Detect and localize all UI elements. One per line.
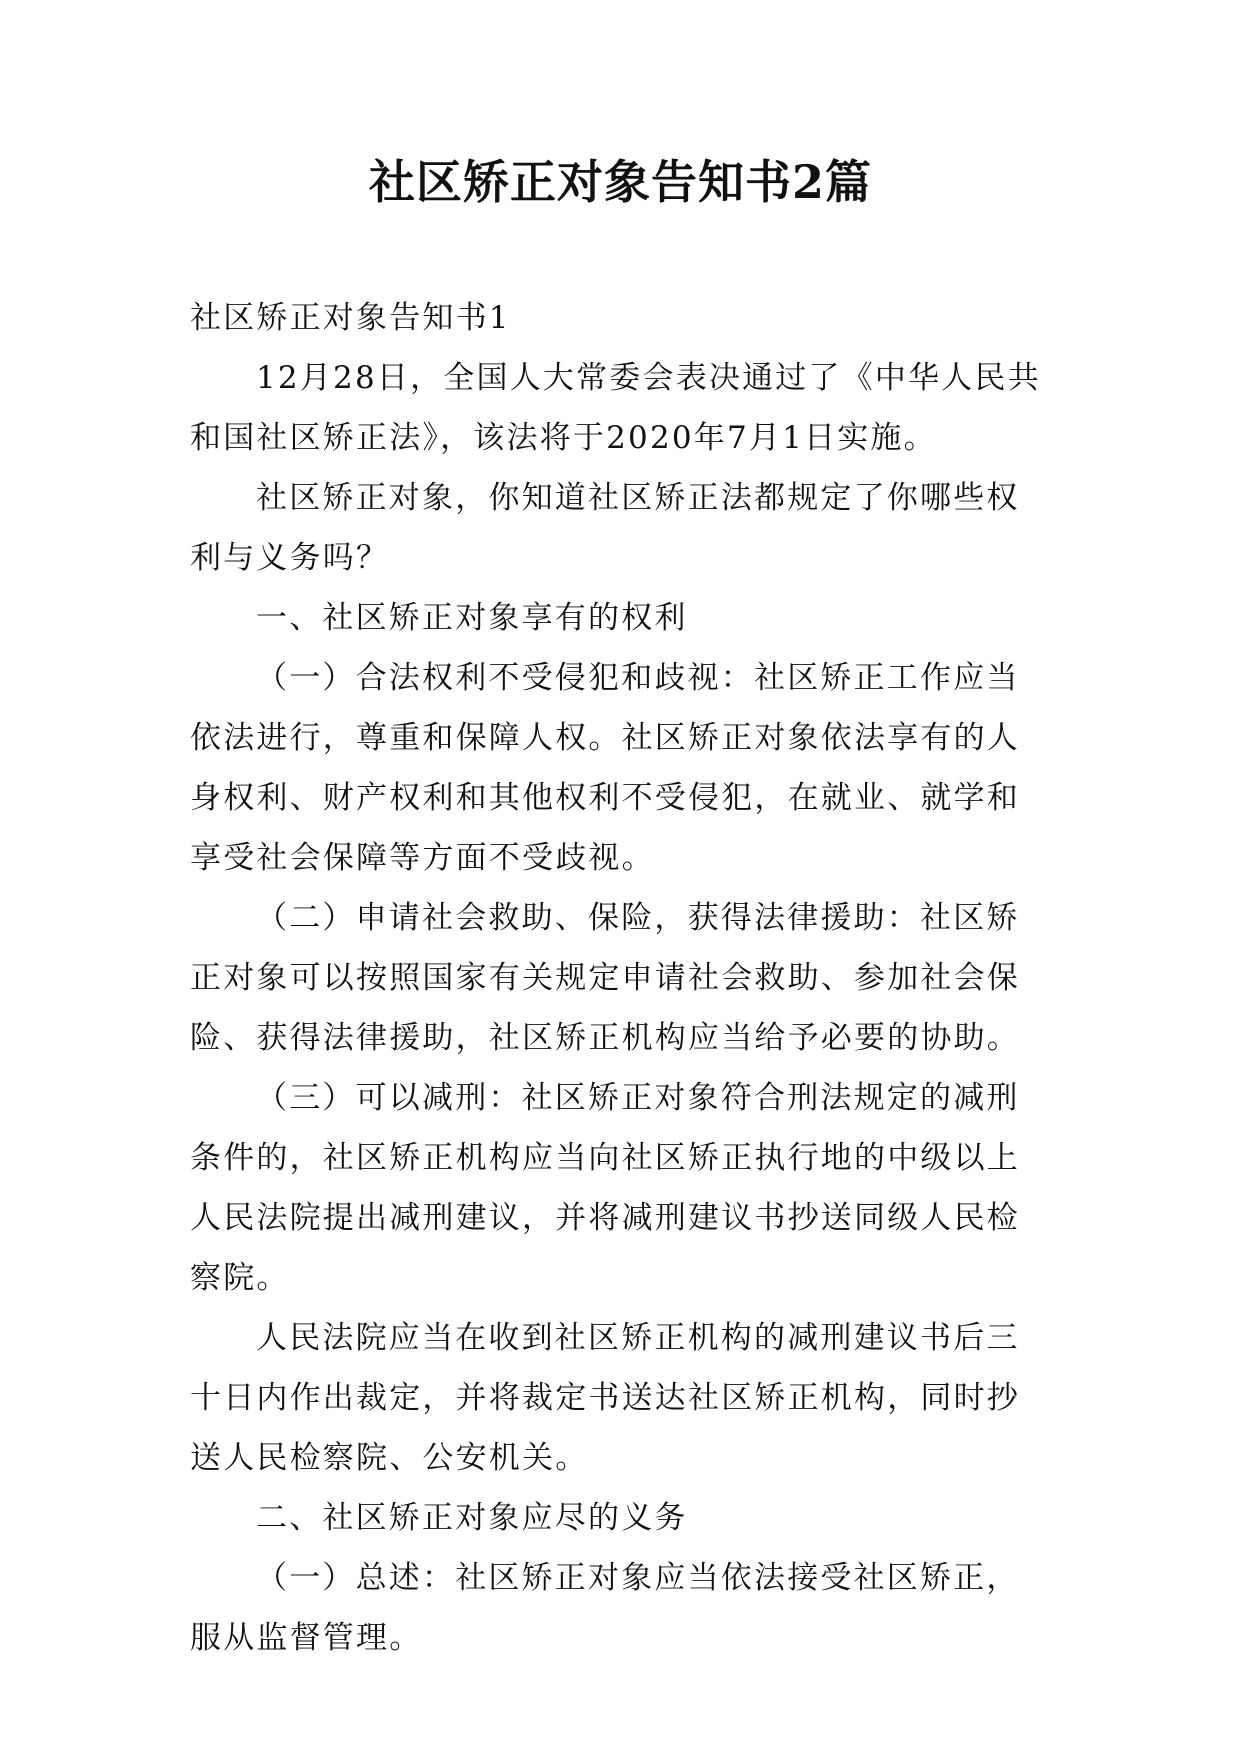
document-title: 社区矫正对象告知书2篇	[368, 155, 872, 209]
document-body	[190, 288, 1050, 1668]
paragraph-right-1: （一）合法权利不受侵犯和歧视：社区矫正工作应当依法进行，尊重和保障人权。社区矫正对象依法享有的人身权利、财产权利和其他权利不受侵犯，在就业、就学和享受社会保障等方面不受歧视。	[190, 660, 1020, 876]
paragraph-enactment: 12月28日，全国人大常委会表决通过了《中华人民共和国社区矫正法》，该法将于2020年7月1日实施。	[190, 360, 1041, 456]
heading-rights: 一、社区矫正对象享有的权利	[256, 600, 688, 636]
paragraph-question: 社区矫正对象，你知道社区矫正法都规定了你哪些权利与义务吗？	[190, 480, 1020, 576]
paragraph-right-3: （三）可以减刑：社区矫正对象符合刑法规定的减刑条件的，社区矫正机构应当向社区矫正执行地的中级以上人民法院提出减刑建议，并将减刑建议书抄送同级人民检察院。	[190, 1080, 1020, 1296]
paragraph-obligation-1: （一）总述：社区矫正对象应当依法接受社区矫正，服从监督管理。	[190, 1560, 1020, 1656]
paragraph-right-2: （二）申请社会救助、保险，获得法律援助：社区矫正对象可以按照国家有关规定申请社会救助、参加社会保险、获得法律援助，社区矫正机构应当给予必要的协助。	[190, 900, 1020, 1056]
section-heading: 社区矫正对象告知书1	[190, 300, 511, 336]
heading-obligations: 二、社区矫正对象应尽的义务	[256, 1500, 688, 1536]
paragraph-court-ruling: 人民法院应当在收到社区矫正机构的减刑建议书后三十日内作出裁定，并将裁定书送达社区矫正机构，同时抄送人民检察院、公安机关。	[190, 1320, 1020, 1476]
